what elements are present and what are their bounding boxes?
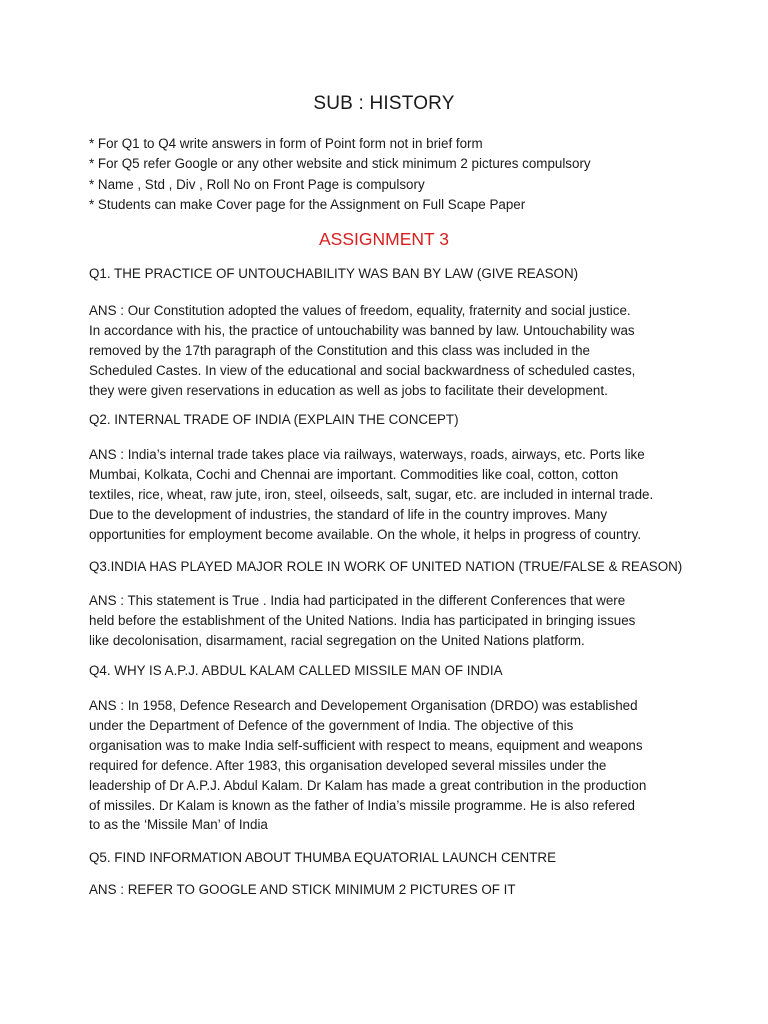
answer-line: leadership of Dr A.P.J. Abdul Kalam. Dr Kalam has made a great contribution in the production xyxy=(89,777,647,793)
answer-1 xyxy=(89,301,689,401)
instruction-item: * Name , Std , Div , Roll No on Front Page is compulsory xyxy=(89,176,425,192)
instruction-item: * Students can make Cover page for the Assignment on Full Scape Paper xyxy=(89,196,526,212)
question-text: Q1. THE PRACTICE OF UNTOUCHABILITY WAS BAN BY LAW (GIVE REASON) xyxy=(89,266,579,281)
answer-line: Due to the development of industries, the standard of life in the country improves. Many xyxy=(89,506,608,522)
answer-line: In accordance with his, the practice of untouchability was banned by law. Untouchability was xyxy=(89,322,635,338)
answer-line: under the Department of Defence of the government of India. The objective of this xyxy=(89,717,574,733)
question-1 xyxy=(89,264,689,284)
instruction-item: * For Q1 to Q4 write answers in form of Point form not in brief form xyxy=(89,136,483,151)
instructions-list xyxy=(89,134,729,215)
assignment-heading: ASSIGNMENT 3 xyxy=(319,229,449,249)
answer-3 xyxy=(89,591,689,651)
answer-2 xyxy=(89,445,689,545)
answer-line: like decolonisation, disarmament, racial segregation on the United Nations platform. xyxy=(89,632,585,648)
answer-line: ANS : REFER TO GOOGLE AND STICK MINIMUM 2 PICTURES OF IT xyxy=(89,882,516,897)
answer-line: ANS : India’s internal trade takes place via railways, waterways, roads, airways, etc. Ports like xyxy=(89,447,645,462)
question-4 xyxy=(89,661,689,681)
answer-line: ANS : Our Constitution adopted the values of freedom, equality, fraternity and social justice. xyxy=(89,303,631,318)
answer-line: to as the ‘Missile Man’ of India xyxy=(89,817,268,833)
answer-line: required for defence. After 1983, this organisation developed several missiles under the xyxy=(89,757,607,773)
question-text: Q4. WHY IS A.P.J. ABDUL KALAM CALLED MISSILE MAN OF INDIA xyxy=(89,663,503,678)
answer-line: Mumbai, Kolkata, Cochi and Chennai are important. Commodities like coal, cotton, cotton xyxy=(89,466,619,482)
answer-line: they were given reservations in education as well as jobs to facilitate their development. xyxy=(89,382,608,398)
answer-line: ANS : This statement is True . India had participated in the different Conferences that were xyxy=(89,593,626,608)
answer-line: opportunities for employment become available. On the whole, it helps in progress of country. xyxy=(89,526,642,542)
answer-4 xyxy=(89,696,689,835)
question-2 xyxy=(89,410,689,430)
answer-line: organisation was to make India self-sufficient with respect to means, equipment and weapons xyxy=(89,737,643,753)
answer-line: of missiles. Dr Kalam is known as the father of India’s missile programme. He is also refered xyxy=(89,797,636,813)
instruction-item: * For Q5 refer Google or any other website and stick minimum 2 pictures compulsory xyxy=(89,156,591,172)
page-title: SUB : HISTORY xyxy=(313,93,455,114)
answer-line: ANS : In 1958, Defence Research and Developement Organisation (DRDO) was established xyxy=(89,698,638,713)
answer-line: removed by the 17th paragraph of the Constitution and this class was included in the xyxy=(89,342,590,358)
answer-line: Scheduled Castes. In view of the educational and social backwardness of scheduled castes, xyxy=(89,362,636,378)
answer-line: textiles, rice, wheat, raw jute, iron, steel, oilseeds, salt, sugar, etc. are included in internal trade. xyxy=(89,486,654,502)
question-3 xyxy=(89,557,689,577)
answer-5 xyxy=(89,880,689,900)
question-5 xyxy=(89,848,689,868)
question-text: Q5. FIND INFORMATION ABOUT THUMBA EQUATORIAL LAUNCH CENTRE xyxy=(89,850,556,865)
question-text: Q3.INDIA HAS PLAYED MAJOR ROLE IN WORK OF UNITED NATION (TRUE/FALSE & REASON) xyxy=(89,559,683,574)
question-text: Q2. INTERNAL TRADE OF INDIA (EXPLAIN THE CONCEPT) xyxy=(89,412,459,427)
answer-line: held before the establishment of the United Nations. India has participated in bringing issues xyxy=(89,612,636,628)
